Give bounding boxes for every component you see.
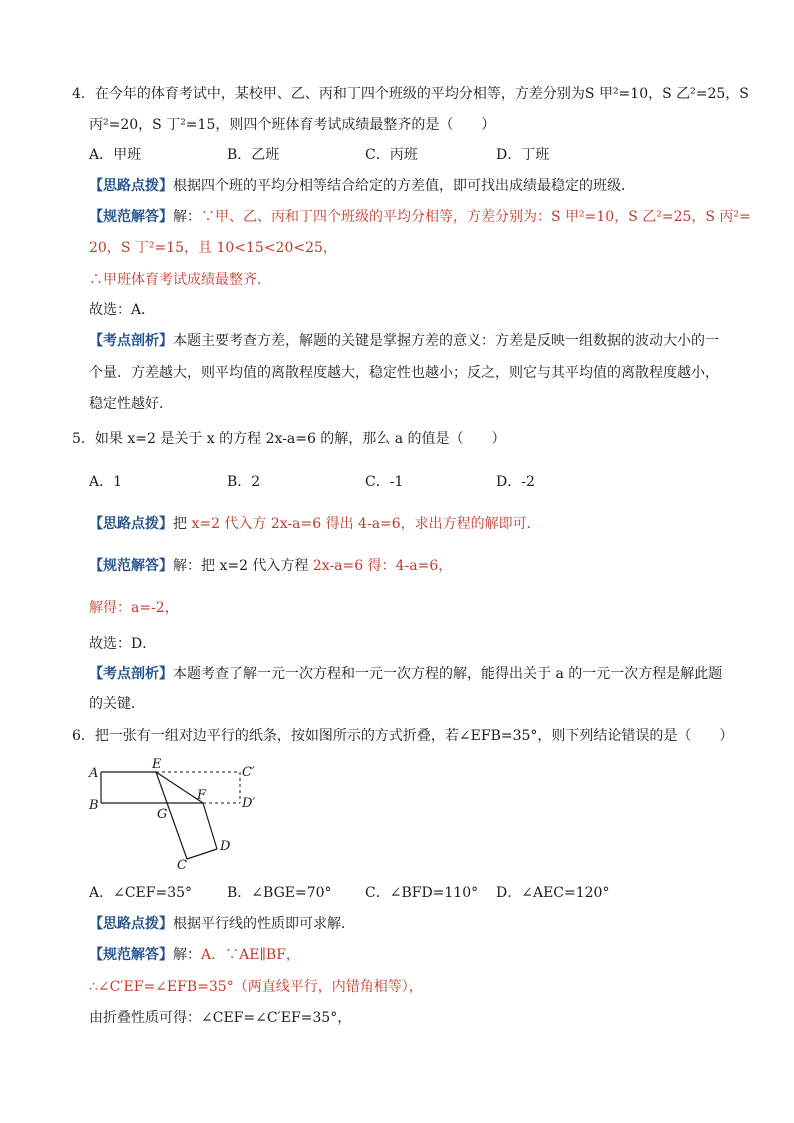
q5-analysis-label: 【考点剖析】 bbox=[89, 666, 173, 682]
q4-hint-label: 【思路点拨】 bbox=[89, 178, 173, 194]
q5-option-c: C．-1 bbox=[365, 474, 404, 490]
q4-answer-label: 【规范解答】 bbox=[89, 209, 173, 225]
q4-conclusion: ∴甲班体育考试成绩最整齐． bbox=[89, 272, 271, 288]
q5-hint-label: 【思路点拨】 bbox=[89, 516, 173, 532]
q4-hint-text: 根据四个班的平均分相等结合给定的方差值，即可找出成绩最稳定的班级． bbox=[173, 178, 635, 194]
q4-choose: 故选：A． bbox=[89, 302, 156, 318]
q5-analysis-text1: 本题考查了解一元一次方程和一元一次方程的解，能得出关于 a 的一元一次方程是解此题 bbox=[173, 666, 723, 682]
label-a: A bbox=[89, 766, 99, 781]
q6-answer-label: 【规范解答】 bbox=[89, 947, 173, 963]
label-e: E bbox=[152, 757, 162, 772]
q4-analysis-text1: 本题主要考查方差，解题的关键是掌握方差的意义：方差是反映一组数据的波动大小的一 bbox=[173, 333, 719, 349]
q4-analysis-line1 bbox=[89, 331, 719, 351]
q5-answer bbox=[89, 556, 452, 576]
q6-answer bbox=[89, 945, 300, 965]
q6-stem: 6．把一张有一组对边平行的纸条，按如图所示的方式折叠，若∠EFB=35°，则下列结论错误的是（ ） bbox=[72, 728, 734, 744]
label-g: G bbox=[157, 807, 168, 822]
q4-option-a: A．甲班 bbox=[89, 147, 142, 163]
q5-option-b: B．2 bbox=[227, 474, 261, 490]
q4-stem-line1: 4．在今年的体育考试中，某校甲、乙、丙和丁四个班级的平均分相等，方差分别为S 甲²=10，S 乙²=25，S bbox=[72, 86, 749, 102]
q5-option-d: D．-2 bbox=[496, 474, 535, 490]
label-c: C bbox=[177, 858, 187, 873]
q6-step2: 由折叠性质可得：∠CEF=∠C′EF=35°， bbox=[89, 1010, 352, 1026]
q4-answer-text1: ∵甲、乙、丙和丁四个班级的平均分相等，方差分别为：S 甲²=10，S 乙²=25，S 丙²= bbox=[201, 209, 751, 225]
q4-answer-line1 bbox=[89, 207, 751, 227]
q5-answer-lead: 解：把 x=2 代入方程 bbox=[173, 558, 313, 574]
q4-analysis-label: 【考点剖析】 bbox=[89, 333, 173, 349]
q6-hint-text: 根据平行线的性质即可求解． bbox=[173, 916, 355, 932]
folded-edge-fd bbox=[203, 803, 217, 849]
q5-stem: 5．如果 x=2 是关于 x 的方程 2x-a=6 的解，那么 a 的值是（ ） bbox=[72, 431, 506, 447]
label-c-prime: C′ bbox=[242, 765, 255, 780]
q6-answer-lead: 解： bbox=[173, 947, 201, 963]
label-d-prime: D′ bbox=[242, 796, 256, 811]
q5-hint-text: x=2 代入方 2x-a=6 得出 4-a=6，求出方程的解即可． bbox=[191, 516, 541, 532]
q6-option-c: C．∠BFD=110° bbox=[365, 885, 479, 901]
q6-hint-label: 【思路点拨】 bbox=[89, 916, 173, 932]
q5-analysis-line2: 的关键． bbox=[89, 696, 145, 712]
q4-analysis-line3: 稳定性越好． bbox=[89, 396, 173, 412]
q4-stem-line2: 丙²=20，S 丁²=15，则四个班体育考试成绩最整齐的是（ ） bbox=[89, 117, 496, 133]
q4-answer-line2: 20，S 丁²=15，且 10<15<20<25， bbox=[89, 240, 337, 256]
folding-figure bbox=[84, 756, 274, 876]
q4-answer-lead: 解： bbox=[173, 209, 201, 225]
q4-hint bbox=[89, 176, 635, 196]
q5-solve: 解得：a=-2， bbox=[89, 600, 179, 616]
q6-option-b: B．∠BGE=70° bbox=[227, 885, 332, 901]
q5-answer-text: 2x-a=6 得：4-a=6， bbox=[312, 558, 453, 574]
label-f: F bbox=[197, 788, 207, 803]
q4-option-b: B．乙班 bbox=[227, 147, 280, 163]
q5-option-a: A．1 bbox=[89, 474, 123, 490]
folded-edge-cd bbox=[187, 849, 217, 859]
q6-step1: ∴∠C′EF=∠EFB=35°（两直线平行，内错角相等）， bbox=[89, 979, 423, 995]
label-d: D bbox=[220, 839, 231, 854]
fold-line-ef bbox=[156, 772, 203, 803]
q6-option-a: A．∠CEF=35° bbox=[89, 885, 193, 901]
q5-hint bbox=[89, 514, 541, 534]
label-b: B bbox=[89, 798, 99, 813]
q4-analysis-line2: 个量．方差越大，则平均值的离散程度越大，稳定性也越小；反之，则它与其平均值的离散程度越小， bbox=[89, 365, 719, 381]
q5-choose: 故选：D． bbox=[89, 636, 157, 652]
q5-answer-label: 【规范解答】 bbox=[89, 558, 173, 574]
q5-hint-lead: 把 bbox=[173, 516, 192, 532]
q6-option-d: D．∠AEC=120° bbox=[496, 885, 610, 901]
q5-analysis-line1 bbox=[89, 664, 722, 684]
q6-answer-text: A．∵AE∥BF， bbox=[201, 947, 300, 963]
q6-hint bbox=[89, 914, 355, 934]
q4-option-c: C．丙班 bbox=[365, 147, 418, 163]
q4-option-d: D．丁班 bbox=[496, 147, 550, 163]
